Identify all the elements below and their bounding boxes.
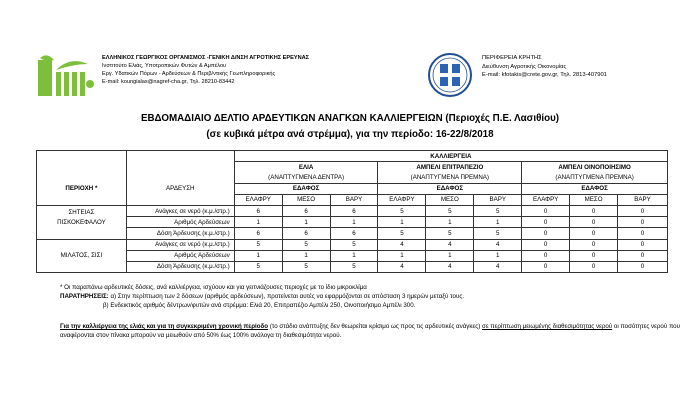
table-cell: 5 — [378, 228, 426, 239]
table-cell: 5 — [426, 205, 474, 216]
area-column-header: ΠΕΡΙΟΧΗ * — [37, 183, 127, 194]
table-cell: 0 — [522, 250, 570, 261]
org-left-line2: Ινστιτούτο Ελιάς, Υποτροπικών Φυτών & Αμπέλου — [102, 63, 227, 69]
table-cell: 5 — [282, 239, 330, 250]
table-cell: 6 — [234, 205, 282, 216]
document-title: ΕΒΔΟΜΑΔΙΑΙΟ ΔΕΛΤΙΟ ΑΡΔΕΥΤΙΚΩΝ ΑΝΑΓΚΩΝ ΚΑΛΛΙΕΡΓΕΙΩΝ (Περιοχές Π.Ε. Λασιθίου) — [140, 113, 560, 124]
crop-name-olive: ΕΛΙΑ — [234, 162, 378, 173]
remark-a-line — [60, 292, 680, 301]
table-cell: 0 — [570, 261, 618, 272]
table-cell: 4 — [426, 261, 474, 272]
row-label: Ανάγκες σε νερό (κ.μ./στρ.) — [126, 205, 234, 216]
table-cell: 1 — [426, 250, 474, 261]
org-left-line4: E-mail: koungialas@nagref-cha.gr, Τηλ. 28210-83442 — [102, 79, 235, 85]
table-cell: 6 — [234, 228, 282, 239]
table-cell: 0 — [570, 228, 618, 239]
irrigation-column-header: ΑΡΔΕΥΣΗ — [126, 183, 234, 194]
region-name-cell: ΠΙΣΚΟΚΕΦΑΛΟΥ — [37, 217, 127, 228]
row-label: Αριθμός Αρδεύσεων — [126, 250, 234, 261]
table-cell: 4 — [426, 239, 474, 250]
row-label: Δόση Άρδευσης (κ.μ./στρ.) — [126, 228, 234, 239]
soil-type: ΜΕΣΟ — [570, 194, 618, 205]
crop-sub-wine-grape: (ΑΝΑΠΤΥΓΜΕΝΑ ΠΡΕΜΝΑ) — [522, 172, 668, 183]
table-cell: 1 — [330, 217, 378, 228]
table-cell: 5 — [426, 228, 474, 239]
soil-type: ΒΑΡΥ — [330, 194, 378, 205]
table-cell: 1 — [282, 250, 330, 261]
area-header-label-cell — [37, 172, 127, 183]
final-note-mid: (το στάδιο ανάπτυξης δεν θεωρείται κρίσιμο ως προς τις αρδευτικές ανάγκες) — [268, 323, 483, 330]
table-cell: 6 — [282, 228, 330, 239]
soil-label-olive: ΕΔΑΦΟΣ — [234, 183, 378, 194]
table-cell: 5 — [474, 205, 522, 216]
org-right-line2: Διεύθυνση Αγροτικής Οικονομίας — [482, 63, 567, 70]
irrigation-header-label-cell — [126, 172, 234, 183]
soil-type: ΕΛΑΦΡΥ — [522, 194, 570, 205]
header-left — [38, 52, 368, 102]
table-cell: 0 — [522, 228, 570, 239]
region-name-cell: ΣΗΤΕΙΑΣ — [37, 205, 127, 216]
irrigation-table — [36, 150, 668, 273]
area-header-top — [37, 151, 127, 162]
table-cell: 0 — [570, 205, 618, 216]
area-header-mid1 — [37, 162, 127, 173]
table-cell: 1 — [330, 250, 378, 261]
header-left-text — [102, 54, 309, 86]
row-label: Αριθμός Αρδεύσεων — [126, 217, 234, 228]
table-cell: 0 — [618, 239, 668, 250]
soil-type: ΒΑΡΥ — [474, 194, 522, 205]
table-cell: 4 — [378, 261, 426, 272]
region-name-cell: ΜΙΛΑΤΟΣ, ΣΙΣΙ — [37, 250, 127, 261]
table-cell: 5 — [474, 228, 522, 239]
table-cell: 0 — [522, 217, 570, 228]
elgo-logo-icon — [38, 54, 96, 98]
greek-emblem-icon — [427, 52, 473, 98]
table-cell: 1 — [282, 217, 330, 228]
table-cell: 5 — [378, 205, 426, 216]
table-cell: 6 — [330, 205, 378, 216]
table-cell: 0 — [522, 205, 570, 216]
row-label: Ανάγκες σε νερό (κ.μ./στρ.) — [126, 239, 234, 250]
table-cell: 1 — [234, 217, 282, 228]
table-cell: 1 — [234, 250, 282, 261]
soil-type: ΕΛΑΦΡΥ — [378, 194, 426, 205]
irrigation-header-bottom — [126, 194, 234, 205]
crop-name-table-grape: ΑΜΠΕΛΙ ΕΠΙΤΡΑΠΕΖΙΟ — [378, 162, 522, 173]
table-cell: 0 — [522, 239, 570, 250]
notes-section — [60, 283, 680, 310]
star-note: * Οι παραπάνω αρδευτικές δόσεις, ανά καλλιέργεια, ισχύουν και για γειτνιάζουσες περιοχές με το ίδιο μικροκλίμα — [60, 284, 367, 291]
remark-a: α) Στην περίπτωση των 2 δόσεων (αριθμός αρδεύσεων), προτείνεται αυτές να εφαρμόζονται σε απόσταση 3 ημερών μεταξύ τους. — [108, 293, 465, 300]
table-cell: 6 — [330, 228, 378, 239]
table-cell: 0 — [618, 217, 668, 228]
table-cell: 0 — [570, 239, 618, 250]
soil-label-table-grape: ΕΔΑΦΟΣ — [378, 183, 522, 194]
irrigation-header-top — [126, 151, 234, 162]
table-cell: 0 — [522, 261, 570, 272]
table-cell: 5 — [330, 261, 378, 272]
table-cell: 0 — [618, 261, 668, 272]
org-left-line1: ΕΛΛΗΝΙΚΟΣ ΓΕΩΡΓΙΚΟΣ ΟΡΓΑΝΙΣΜΟΣ -ΓΕΝΙΚΗ Δ/ΝΣΗ ΑΓΡΟΤΙΚΗΣ ΕΡΕΥΝΑΣ — [102, 55, 310, 61]
area-header-bottom — [37, 194, 127, 205]
header-right-text — [482, 54, 607, 80]
org-left-line3: Εργ. Υδατικών Πόρων - Αρδεύσεων & Περιβ/ντικής Γεωπληροφορικής — [102, 71, 276, 77]
table-cell: 4 — [474, 261, 522, 272]
final-note — [60, 322, 680, 340]
table-cell: 4 — [474, 239, 522, 250]
remark-b: β) Ενδεικτικός αριθμός δέντρων/φυτών ανά στρέμμα: Ελιά 20, Επιτραπέζιο Αμπέλι 250, Οινοποιήσιμο Αμπέλι 300. — [103, 302, 416, 309]
table-cell: 0 — [618, 250, 668, 261]
table-cell: 6 — [282, 205, 330, 216]
org-right-line3: E-mail: kfotakis@crete.gov.gr, Τηλ. 2813-407901 — [482, 72, 607, 78]
table-cell: 1 — [474, 250, 522, 261]
region-name-cell — [37, 261, 127, 272]
remarks-label: ΠΑΡΑΤΗΡΗΣΕΙΣ: — [60, 293, 109, 300]
row-label: Δόση Άρδευσης (κ.μ./στρ.) — [126, 261, 234, 272]
table-cell: 0 — [618, 228, 668, 239]
irrigation-header-mid1 — [126, 162, 234, 173]
table-cell: 1 — [474, 217, 522, 228]
final-note-end: οι ποσότητες νερού που αναφέρονται στον πίνακα μπορούν να μειωθούν από 50% έως 100% ανάλογα τη διαθεσιμότητα νερού. — [60, 323, 680, 339]
region-name-cell — [37, 228, 127, 239]
table-cell: 5 — [282, 261, 330, 272]
document-subtitle: (σε κυβικά μέτρα ανά στρέμμα), για την περίοδο: 16-22/8/2018 — [206, 129, 494, 140]
soil-label-wine-grape: ΕΔΑΦΟΣ — [522, 183, 668, 194]
soil-type: ΜΕΣΟ — [282, 194, 330, 205]
soil-type: ΜΕΣΟ — [426, 194, 474, 205]
table-cell: 1 — [378, 217, 426, 228]
final-note-bold: Για την καλλιέργεια της ελιάς και για τη συγκεκριμένη χρονική περίοδο — [60, 323, 269, 330]
table-cell: 0 — [618, 205, 668, 216]
kalliergeia-header: ΚΑΛΛΙΕΡΓΕΙΑ — [234, 151, 667, 162]
org-right-line1: ΠΕΡΙΦΕΡΕΙΑ ΚΡΗΤΗΣ — [482, 55, 542, 61]
header-right — [425, 52, 685, 102]
table-cell: 0 — [570, 250, 618, 261]
table-cell: 4 — [378, 239, 426, 250]
table-cell: 1 — [378, 250, 426, 261]
table-cell: 0 — [570, 217, 618, 228]
table-cell: 5 — [234, 239, 282, 250]
table-cell: 1 — [426, 217, 474, 228]
crop-name-wine-grape: ΑΜΠΕΛΙ ΟΙΝΟΠΟΙΗΣΙΜΟ — [522, 162, 668, 173]
region-name-cell — [37, 239, 127, 250]
final-note-underlined: σε περίπτωση μειωμένης διαθεσιμότητας νερού — [482, 323, 613, 330]
table-cell: 5 — [330, 239, 378, 250]
crop-sub-olive: (ΑΝΑΠΤΥΓΜΕΝΑ ΔΕΝΤΡΑ) — [234, 172, 378, 183]
soil-type: ΕΛΑΦΡΥ — [234, 194, 282, 205]
soil-type: ΒΑΡΥ — [618, 194, 668, 205]
table-cell: 5 — [234, 261, 282, 272]
crop-sub-table-grape: (ΑΝΑΠΤΥΓΜΕΝΑ ΠΡΕΜΝΑ) — [378, 172, 522, 183]
